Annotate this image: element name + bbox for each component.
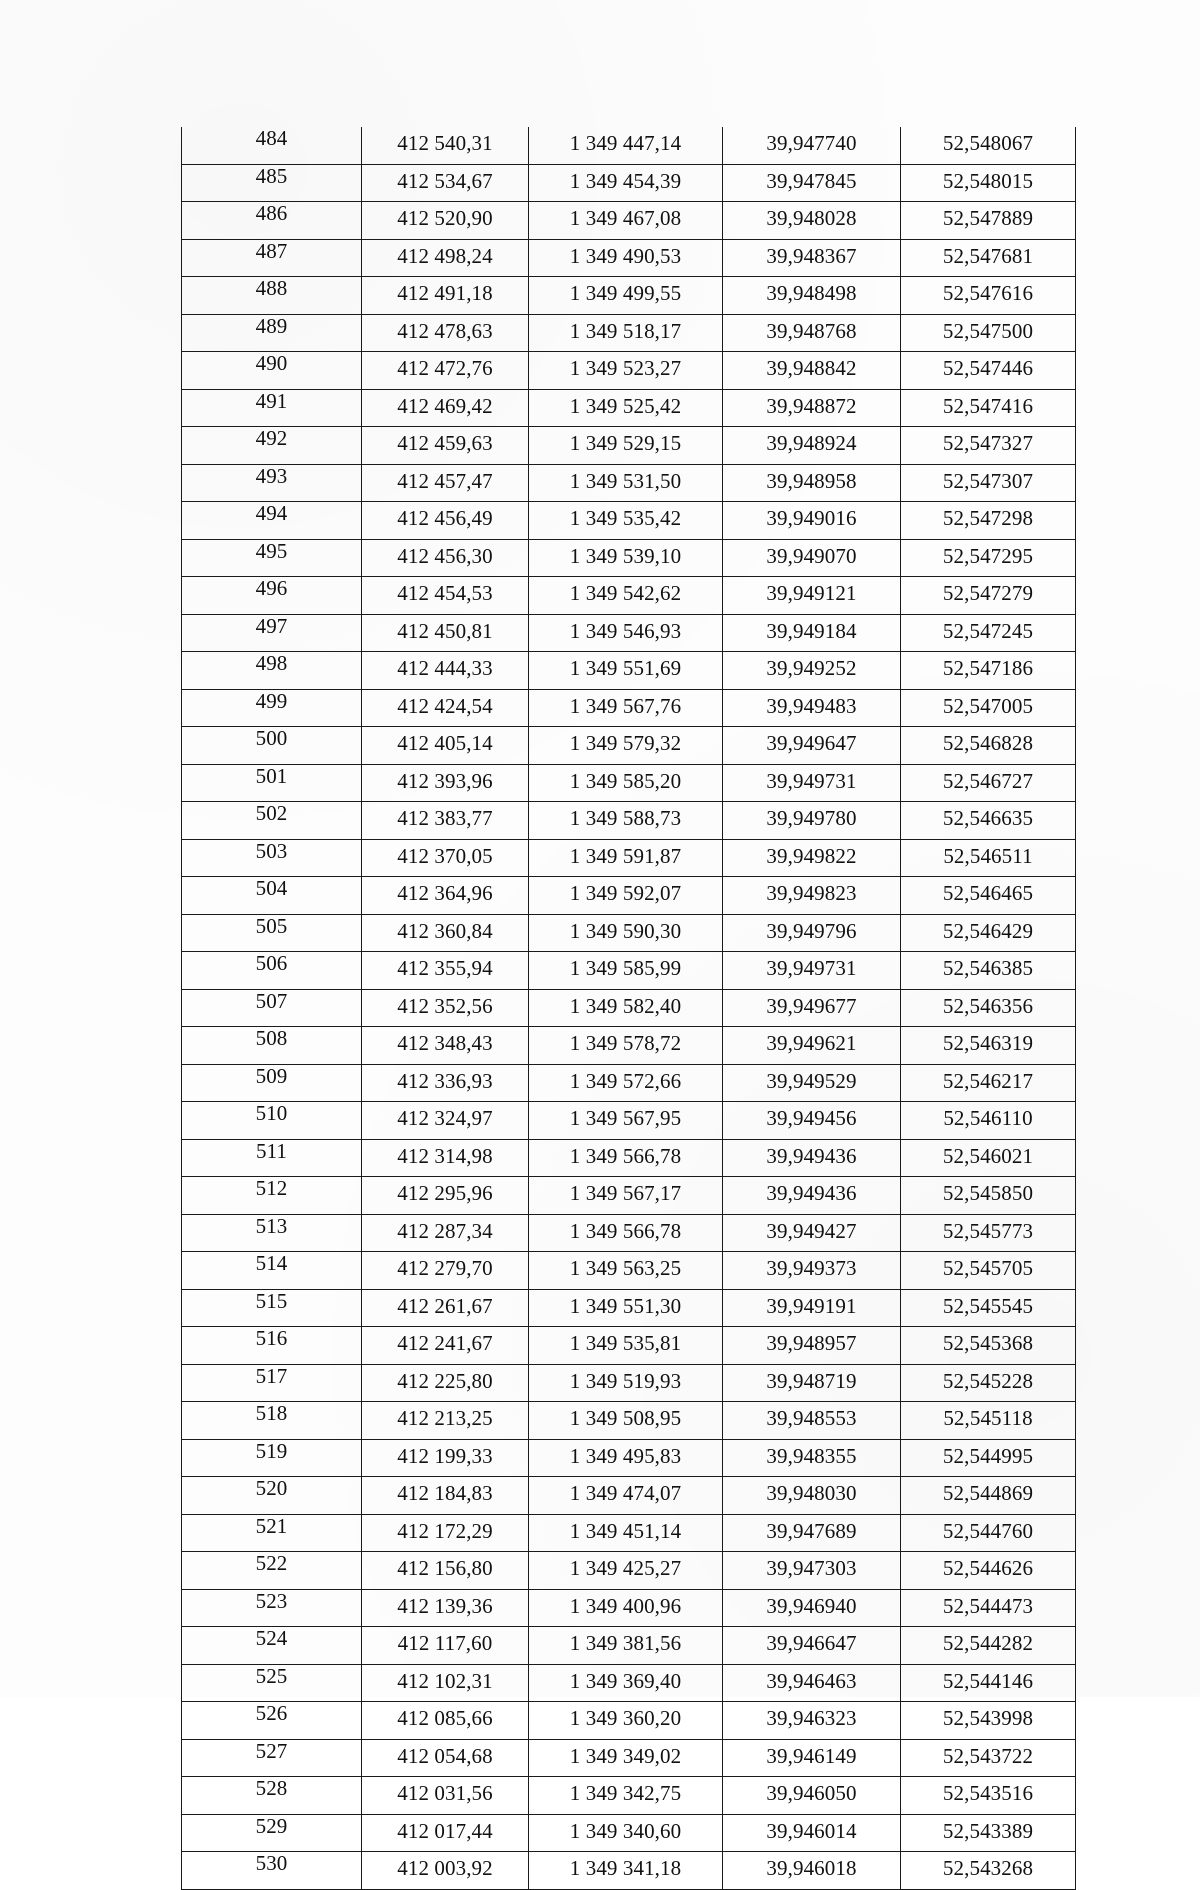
table-row [182,1064,1076,1102]
table-row [182,1702,1076,1740]
table-row [182,502,1076,540]
cell-y-coordinate: 1 349 588,73 [529,802,723,840]
cell-x-coordinate: 412 172,29 [362,1514,529,1552]
cell-latitude: 39,946014 [723,1814,901,1852]
cell-latitude: 39,948842 [723,352,901,390]
cell-point-number: 490 [182,352,362,390]
cell-x-coordinate: 412 295,96 [362,1177,529,1215]
table-row [182,1102,1076,1140]
cell-longitude: 52,547416 [901,389,1076,427]
table-row [182,1139,1076,1177]
table-row [182,539,1076,577]
cell-latitude: 39,949483 [723,689,901,727]
cell-longitude: 52,545118 [901,1402,1076,1440]
cell-x-coordinate: 412 017,44 [362,1814,529,1852]
cell-latitude: 39,949191 [723,1289,901,1327]
table-row [182,1027,1076,1065]
cell-x-coordinate: 412 478,63 [362,314,529,352]
cell-point-number: 491 [182,389,362,427]
cell-y-coordinate: 1 349 474,07 [529,1477,723,1515]
cell-longitude: 52,547681 [901,239,1076,277]
cell-y-coordinate: 1 349 451,14 [529,1514,723,1552]
table-row [182,652,1076,690]
cell-x-coordinate: 412 352,56 [362,989,529,1027]
cell-x-coordinate: 412 117,60 [362,1627,529,1665]
cell-point-number: 486 [182,202,362,240]
cell-x-coordinate: 412 520,90 [362,202,529,240]
cell-latitude: 39,946149 [723,1739,901,1777]
cell-point-number: 526 [182,1702,362,1740]
cell-longitude: 52,546217 [901,1064,1076,1102]
table-row [182,914,1076,952]
cell-point-number: 489 [182,314,362,352]
cell-y-coordinate: 1 349 539,10 [529,539,723,577]
cell-x-coordinate: 412 348,43 [362,1027,529,1065]
cell-longitude: 52,545368 [901,1327,1076,1365]
cell-longitude: 52,545228 [901,1364,1076,1402]
cell-longitude: 52,548015 [901,164,1076,202]
table-row [182,1402,1076,1440]
cell-point-number: 494 [182,502,362,540]
cell-latitude: 39,949184 [723,614,901,652]
cell-y-coordinate: 1 349 551,30 [529,1289,723,1327]
cell-point-number: 512 [182,1177,362,1215]
cell-latitude: 39,947845 [723,164,901,202]
cell-point-number: 487 [182,239,362,277]
table-row [182,352,1076,390]
cell-longitude: 52,547295 [901,539,1076,577]
cell-point-number: 492 [182,427,362,465]
table-row [182,877,1076,915]
table-row [182,1589,1076,1627]
cell-longitude: 52,543389 [901,1814,1076,1852]
cell-longitude: 52,546110 [901,1102,1076,1140]
cell-y-coordinate: 1 349 585,99 [529,952,723,990]
cell-y-coordinate: 1 349 369,40 [529,1664,723,1702]
cell-latitude: 39,948924 [723,427,901,465]
cell-latitude: 39,946940 [723,1589,901,1627]
table-row [182,314,1076,352]
cell-x-coordinate: 412 534,67 [362,164,529,202]
cell-y-coordinate: 1 349 566,78 [529,1214,723,1252]
cell-point-number: 501 [182,764,362,802]
cell-longitude: 52,547307 [901,464,1076,502]
cell-longitude: 52,544473 [901,1589,1076,1627]
cell-y-coordinate: 1 349 400,96 [529,1589,723,1627]
cell-x-coordinate: 412 491,18 [362,277,529,315]
cell-point-number: 516 [182,1327,362,1365]
cell-longitude: 52,547889 [901,202,1076,240]
cell-point-number: 522 [182,1552,362,1590]
cell-x-coordinate: 412 241,67 [362,1327,529,1365]
cell-x-coordinate: 412 469,42 [362,389,529,427]
cell-longitude: 52,546511 [901,839,1076,877]
cell-y-coordinate: 1 349 582,40 [529,989,723,1027]
cell-latitude: 39,947740 [723,127,901,164]
cell-point-number: 523 [182,1589,362,1627]
table-row [182,1514,1076,1552]
cell-y-coordinate: 1 349 518,17 [529,314,723,352]
cell-point-number: 518 [182,1402,362,1440]
table-row [182,1627,1076,1665]
cell-latitude: 39,949436 [723,1177,901,1215]
cell-point-number: 485 [182,164,362,202]
table-row [182,1327,1076,1365]
cell-longitude: 52,546021 [901,1139,1076,1177]
cell-x-coordinate: 412 102,31 [362,1664,529,1702]
cell-latitude: 39,947689 [723,1514,901,1552]
cell-x-coordinate: 412 085,66 [362,1702,529,1740]
cell-point-number: 498 [182,652,362,690]
coordinates-table-body [182,127,1076,1889]
cell-point-number: 488 [182,277,362,315]
cell-latitude: 39,949070 [723,539,901,577]
cell-x-coordinate: 412 184,83 [362,1477,529,1515]
cell-y-coordinate: 1 349 563,25 [529,1252,723,1290]
cell-longitude: 52,547298 [901,502,1076,540]
cell-longitude: 52,544282 [901,1627,1076,1665]
cell-x-coordinate: 412 261,67 [362,1289,529,1327]
cell-longitude: 52,545705 [901,1252,1076,1290]
cell-point-number: 503 [182,839,362,877]
cell-longitude: 52,546828 [901,727,1076,765]
table-row [182,239,1076,277]
table-row [182,127,1076,164]
table-row [182,1814,1076,1852]
cell-x-coordinate: 412 444,33 [362,652,529,690]
table-row [182,577,1076,615]
cell-point-number: 507 [182,989,362,1027]
cell-y-coordinate: 1 349 342,75 [529,1777,723,1815]
cell-point-number: 519 [182,1439,362,1477]
cell-longitude: 52,547327 [901,427,1076,465]
cell-x-coordinate: 412 364,96 [362,877,529,915]
cell-longitude: 52,546385 [901,952,1076,990]
cell-x-coordinate: 412 424,54 [362,689,529,727]
cell-latitude: 39,946647 [723,1627,901,1665]
cell-latitude: 39,949373 [723,1252,901,1290]
cell-longitude: 52,547446 [901,352,1076,390]
cell-y-coordinate: 1 349 467,08 [529,202,723,240]
table-row [182,1664,1076,1702]
cell-latitude: 39,947303 [723,1552,901,1590]
table-row [182,1439,1076,1477]
cell-point-number: 484 [182,127,362,164]
table-row [182,1477,1076,1515]
cell-y-coordinate: 1 349 567,76 [529,689,723,727]
cell-point-number: 500 [182,727,362,765]
cell-x-coordinate: 412 031,56 [362,1777,529,1815]
cell-point-number: 505 [182,914,362,952]
cell-longitude: 52,546727 [901,764,1076,802]
cell-x-coordinate: 412 498,24 [362,239,529,277]
cell-x-coordinate: 412 360,84 [362,914,529,952]
cell-x-coordinate: 412 279,70 [362,1252,529,1290]
cell-longitude: 52,544869 [901,1477,1076,1515]
coordinates-table [181,127,1076,1890]
cell-latitude: 39,949796 [723,914,901,952]
cell-point-number: 514 [182,1252,362,1290]
cell-x-coordinate: 412 213,25 [362,1402,529,1440]
cell-y-coordinate: 1 349 519,93 [529,1364,723,1402]
cell-longitude: 52,547500 [901,314,1076,352]
cell-point-number: 499 [182,689,362,727]
cell-point-number: 510 [182,1102,362,1140]
cell-longitude: 52,546635 [901,802,1076,840]
cell-longitude: 52,547616 [901,277,1076,315]
cell-point-number: 511 [182,1139,362,1177]
cell-longitude: 52,544760 [901,1514,1076,1552]
cell-x-coordinate: 412 405,14 [362,727,529,765]
table-row [182,464,1076,502]
cell-y-coordinate: 1 349 425,27 [529,1552,723,1590]
cell-longitude: 52,545850 [901,1177,1076,1215]
cell-point-number: 493 [182,464,362,502]
cell-latitude: 39,949436 [723,1139,901,1177]
table-row [182,1739,1076,1777]
table-row [182,164,1076,202]
table-row [182,1289,1076,1327]
cell-point-number: 509 [182,1064,362,1102]
cell-latitude: 39,949647 [723,727,901,765]
cell-longitude: 52,546465 [901,877,1076,915]
cell-point-number: 521 [182,1514,362,1552]
cell-x-coordinate: 412 336,93 [362,1064,529,1102]
table-row [182,1364,1076,1402]
cell-longitude: 52,543268 [901,1852,1076,1890]
cell-y-coordinate: 1 349 566,78 [529,1139,723,1177]
table-row [182,802,1076,840]
cell-y-coordinate: 1 349 572,66 [529,1064,723,1102]
table-row [182,202,1076,240]
cell-y-coordinate: 1 349 447,14 [529,127,723,164]
cell-point-number: 529 [182,1814,362,1852]
table-row [182,1852,1076,1890]
cell-y-coordinate: 1 349 499,55 [529,277,723,315]
cell-y-coordinate: 1 349 349,02 [529,1739,723,1777]
cell-latitude: 39,946018 [723,1852,901,1890]
table-row [182,1252,1076,1290]
cell-latitude: 39,949822 [723,839,901,877]
cell-longitude: 52,546429 [901,914,1076,952]
cell-x-coordinate: 412 225,80 [362,1364,529,1402]
cell-x-coordinate: 412 456,30 [362,539,529,577]
table-row [182,427,1076,465]
cell-y-coordinate: 1 349 381,56 [529,1627,723,1665]
cell-latitude: 39,948957 [723,1327,901,1365]
table-row [182,764,1076,802]
table-row [182,1552,1076,1590]
cell-x-coordinate: 412 054,68 [362,1739,529,1777]
cell-y-coordinate: 1 349 567,17 [529,1177,723,1215]
cell-longitude: 52,546319 [901,1027,1076,1065]
cell-latitude: 39,948768 [723,314,901,352]
cell-x-coordinate: 412 199,33 [362,1439,529,1477]
cell-y-coordinate: 1 349 579,32 [529,727,723,765]
cell-longitude: 52,547005 [901,689,1076,727]
cell-point-number: 495 [182,539,362,577]
cell-y-coordinate: 1 349 490,53 [529,239,723,277]
cell-x-coordinate: 412 287,34 [362,1214,529,1252]
cell-y-coordinate: 1 349 567,95 [529,1102,723,1140]
cell-longitude: 52,544995 [901,1439,1076,1477]
cell-y-coordinate: 1 349 531,50 [529,464,723,502]
cell-point-number: 520 [182,1477,362,1515]
cell-longitude: 52,547245 [901,614,1076,652]
cell-x-coordinate: 412 003,92 [362,1852,529,1890]
cell-latitude: 39,948367 [723,239,901,277]
table-row [182,839,1076,877]
table-row [182,277,1076,315]
cell-x-coordinate: 412 355,94 [362,952,529,990]
cell-point-number: 515 [182,1289,362,1327]
cell-latitude: 39,948498 [723,277,901,315]
cell-point-number: 517 [182,1364,362,1402]
cell-point-number: 504 [182,877,362,915]
cell-y-coordinate: 1 349 592,07 [529,877,723,915]
cell-x-coordinate: 412 450,81 [362,614,529,652]
cell-longitude: 52,543722 [901,1739,1076,1777]
table-row [182,1214,1076,1252]
cell-y-coordinate: 1 349 542,62 [529,577,723,615]
cell-y-coordinate: 1 349 341,18 [529,1852,723,1890]
table-row [182,727,1076,765]
cell-y-coordinate: 1 349 508,95 [529,1402,723,1440]
cell-longitude: 52,545773 [901,1214,1076,1252]
cell-longitude: 52,543998 [901,1702,1076,1740]
cell-latitude: 39,948030 [723,1477,901,1515]
cell-x-coordinate: 412 139,36 [362,1589,529,1627]
table-row [182,989,1076,1027]
cell-latitude: 39,949456 [723,1102,901,1140]
cell-longitude: 52,547186 [901,652,1076,690]
cell-longitude: 52,544146 [901,1664,1076,1702]
cell-longitude: 52,545545 [901,1289,1076,1327]
cell-longitude: 52,544626 [901,1552,1076,1590]
cell-y-coordinate: 1 349 578,72 [529,1027,723,1065]
cell-y-coordinate: 1 349 529,15 [529,427,723,465]
cell-x-coordinate: 412 540,31 [362,127,529,164]
cell-longitude: 52,547279 [901,577,1076,615]
cell-y-coordinate: 1 349 360,20 [529,1702,723,1740]
cell-point-number: 513 [182,1214,362,1252]
cell-x-coordinate: 412 314,98 [362,1139,529,1177]
cell-x-coordinate: 412 456,49 [362,502,529,540]
cell-point-number: 528 [182,1777,362,1815]
cell-latitude: 39,948553 [723,1402,901,1440]
cell-point-number: 530 [182,1852,362,1890]
cell-latitude: 39,949731 [723,764,901,802]
cell-point-number: 527 [182,1739,362,1777]
cell-y-coordinate: 1 349 591,87 [529,839,723,877]
cell-latitude: 39,946323 [723,1702,901,1740]
table-row [182,952,1076,990]
cell-y-coordinate: 1 349 535,81 [529,1327,723,1365]
cell-point-number: 502 [182,802,362,840]
cell-y-coordinate: 1 349 546,93 [529,614,723,652]
cell-x-coordinate: 412 324,97 [362,1102,529,1140]
cell-x-coordinate: 412 454,53 [362,577,529,615]
cell-longitude: 52,546356 [901,989,1076,1027]
cell-x-coordinate: 412 156,80 [362,1552,529,1590]
cell-latitude: 39,948872 [723,389,901,427]
cell-y-coordinate: 1 349 525,42 [529,389,723,427]
cell-longitude: 52,543516 [901,1777,1076,1815]
cell-point-number: 508 [182,1027,362,1065]
cell-latitude: 39,949252 [723,652,901,690]
cell-x-coordinate: 412 393,96 [362,764,529,802]
cell-longitude: 52,548067 [901,127,1076,164]
coordinates-table-container [181,127,1075,1890]
cell-point-number: 524 [182,1627,362,1665]
cell-latitude: 39,946463 [723,1664,901,1702]
cell-point-number: 525 [182,1664,362,1702]
cell-latitude: 39,949780 [723,802,901,840]
cell-x-coordinate: 412 370,05 [362,839,529,877]
cell-latitude: 39,948355 [723,1439,901,1477]
cell-x-coordinate: 412 459,63 [362,427,529,465]
cell-latitude: 39,949121 [723,577,901,615]
cell-latitude: 39,948719 [723,1364,901,1402]
cell-latitude: 39,948958 [723,464,901,502]
cell-point-number: 506 [182,952,362,990]
cell-latitude: 39,946050 [723,1777,901,1815]
table-row [182,1177,1076,1215]
cell-y-coordinate: 1 349 590,30 [529,914,723,952]
cell-y-coordinate: 1 349 495,83 [529,1439,723,1477]
cell-y-coordinate: 1 349 551,69 [529,652,723,690]
cell-latitude: 39,948028 [723,202,901,240]
cell-y-coordinate: 1 349 535,42 [529,502,723,540]
cell-latitude: 39,949016 [723,502,901,540]
table-row [182,389,1076,427]
cell-latitude: 39,949823 [723,877,901,915]
cell-latitude: 39,949529 [723,1064,901,1102]
cell-x-coordinate: 412 472,76 [362,352,529,390]
cell-point-number: 496 [182,577,362,615]
table-row [182,1777,1076,1815]
cell-y-coordinate: 1 349 340,60 [529,1814,723,1852]
cell-y-coordinate: 1 349 585,20 [529,764,723,802]
cell-y-coordinate: 1 349 523,27 [529,352,723,390]
cell-latitude: 39,949621 [723,1027,901,1065]
table-row [182,614,1076,652]
cell-latitude: 39,949731 [723,952,901,990]
cell-x-coordinate: 412 383,77 [362,802,529,840]
table-row [182,689,1076,727]
cell-latitude: 39,949427 [723,1214,901,1252]
cell-x-coordinate: 412 457,47 [362,464,529,502]
cell-point-number: 497 [182,614,362,652]
cell-latitude: 39,949677 [723,989,901,1027]
cell-y-coordinate: 1 349 454,39 [529,164,723,202]
